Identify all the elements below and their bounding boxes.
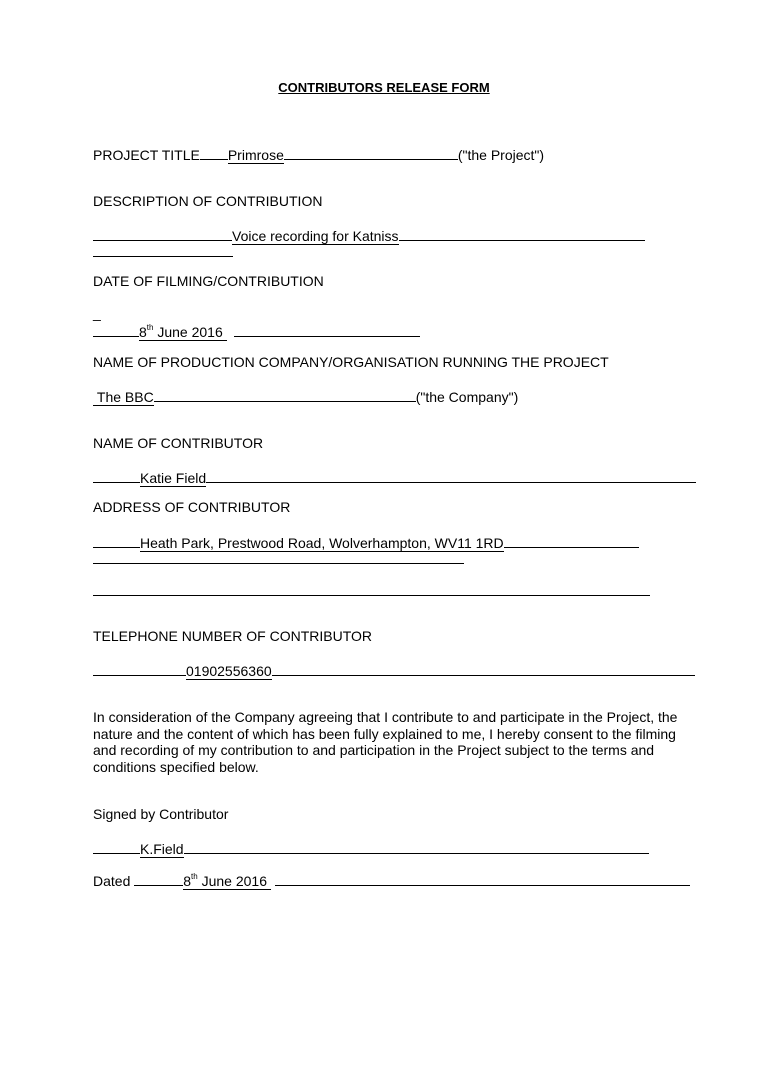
form-title: CONTRIBUTORS RELEASE FORM bbox=[278, 80, 490, 95]
date-stray-mark: _ bbox=[93, 305, 101, 321]
date-day: 8 bbox=[139, 324, 147, 340]
company-value[interactable] bbox=[93, 389, 154, 406]
company-blank[interactable] bbox=[154, 386, 416, 402]
telephone-value[interactable]: 01902556360 bbox=[186, 663, 272, 679]
address-blank-2[interactable] bbox=[504, 532, 639, 548]
date-sup: th bbox=[146, 323, 154, 333]
telephone-label: TELEPHONE NUMBER OF CONTRIBUTOR bbox=[93, 628, 372, 644]
address-label: ADDRESS OF CONTRIBUTOR bbox=[93, 499, 291, 515]
project-title-label: PROJECT TITLE bbox=[93, 147, 200, 163]
date-blank-2[interactable] bbox=[234, 321, 420, 337]
address-blank-3[interactable] bbox=[93, 548, 464, 564]
dated-sup: th bbox=[191, 872, 198, 882]
contributor-name-blank-1[interactable] bbox=[93, 467, 140, 483]
signature-line bbox=[93, 838, 649, 858]
contributor-name-blank-2[interactable] bbox=[206, 467, 696, 483]
description-blank-1[interactable] bbox=[93, 225, 232, 241]
signature-blank-1[interactable] bbox=[93, 838, 140, 854]
description-label: DESCRIPTION OF CONTRIBUTION bbox=[93, 193, 323, 209]
contributor-name-line bbox=[93, 467, 696, 487]
project-title-value[interactable]: Primrose bbox=[227, 147, 284, 163]
date-blank-1[interactable] bbox=[93, 321, 139, 337]
description-value[interactable]: Voice recording for Katniss bbox=[232, 228, 399, 244]
dated-label: Dated bbox=[93, 873, 135, 889]
description-line-2 bbox=[93, 241, 233, 260]
telephone-blank-2[interactable] bbox=[272, 660, 695, 676]
description-blank-2[interactable] bbox=[399, 225, 645, 241]
project-title-blank-2[interactable] bbox=[284, 144, 458, 160]
address-blank-4[interactable] bbox=[93, 580, 650, 596]
project-title-blank-1[interactable] bbox=[200, 144, 228, 160]
address-line-3 bbox=[93, 580, 650, 599]
description-blank-3[interactable] bbox=[93, 241, 233, 257]
contributor-name-label: NAME OF CONTRIBUTOR bbox=[93, 435, 264, 451]
dated-value[interactable] bbox=[183, 873, 271, 890]
dated-rest: June 2016 bbox=[197, 873, 268, 889]
date-line bbox=[93, 321, 420, 341]
company-value-text: The BBC bbox=[96, 389, 154, 405]
project-suffix: ("the Project") bbox=[457, 147, 545, 163]
date-rest: June 2016 bbox=[153, 324, 223, 340]
signed-label: Signed by Contributor bbox=[93, 806, 229, 822]
telephone-line bbox=[93, 660, 695, 680]
dated-line bbox=[93, 870, 690, 890]
signature-blank-2[interactable] bbox=[184, 838, 649, 854]
consent-paragraph: In consideration of the Company agreeing that I contribute to and participate in the Project, the nature and the content of which has been fully explained to me, I hereby consent to the filming and recording of my contribution to and participation in the Project subject to the terms and conditions specified below. bbox=[93, 709, 678, 775]
company-label: NAME OF PRODUCTION COMPANY/ORGANISATION RUNNING THE PROJECT bbox=[93, 354, 609, 370]
telephone-blank-1[interactable] bbox=[93, 660, 186, 676]
date-value[interactable] bbox=[139, 324, 227, 341]
dated-blank-1[interactable] bbox=[134, 870, 183, 886]
date-label: DATE OF FILMING/CONTRIBUTION bbox=[93, 273, 324, 289]
address-blank-1[interactable] bbox=[93, 532, 140, 548]
address-value[interactable]: Heath Park, Prestwood Road, Wolverhampton, WV11 1RD bbox=[140, 535, 504, 551]
dated-day: 8 bbox=[183, 873, 192, 889]
company-line bbox=[93, 386, 518, 406]
contributor-name-value[interactable]: Katie Field bbox=[140, 470, 207, 486]
signature-value[interactable]: K.Field bbox=[140, 841, 184, 857]
project-title-line bbox=[93, 144, 544, 164]
company-suffix: ("the Company") bbox=[415, 389, 519, 405]
address-line-2 bbox=[93, 548, 464, 567]
dated-blank-2[interactable] bbox=[275, 870, 690, 886]
